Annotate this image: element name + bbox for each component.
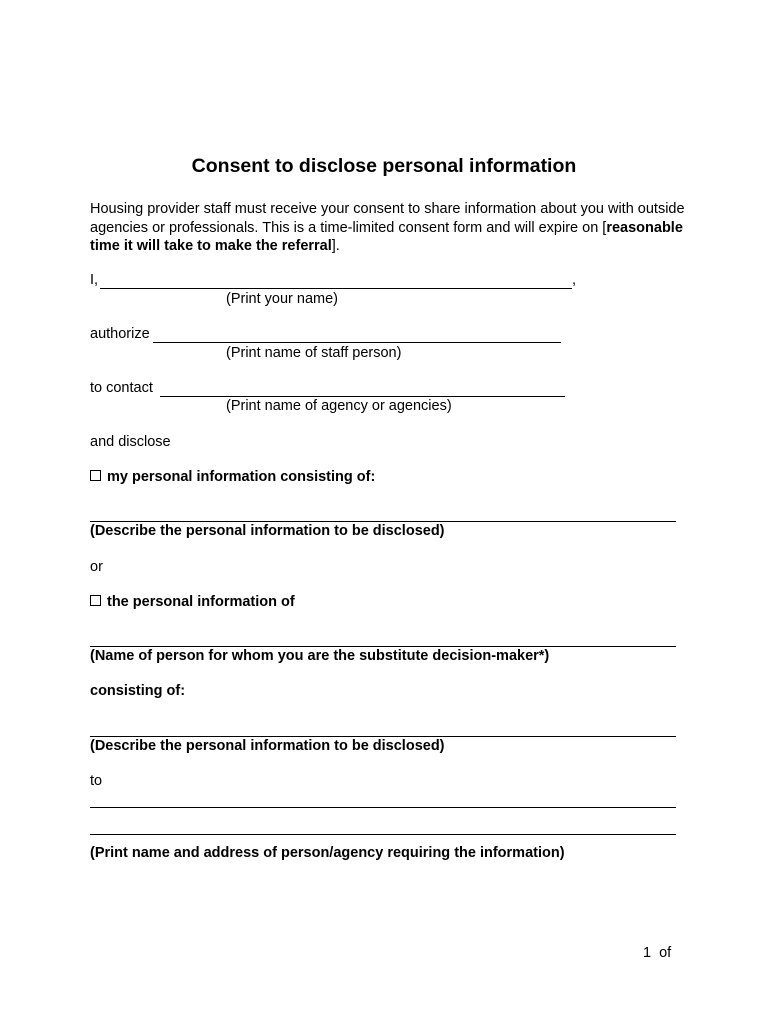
recipient-line-1[interactable]: [90, 807, 676, 808]
intro-bold-text: reasonable time it will take to make the referral: [90, 219, 683, 254]
checkbox-own-info[interactable]: [90, 470, 101, 481]
substitute-line[interactable]: [90, 646, 676, 647]
authorize-label: authorize: [90, 326, 150, 342]
describe-line-2[interactable]: [90, 736, 676, 737]
describe-caption-1: (Describe the personal information to be disclosed): [90, 523, 445, 539]
option-own-label: my personal information consisting of:: [107, 469, 376, 485]
i-comma: ,: [572, 272, 577, 288]
to-label: to: [90, 773, 103, 789]
page-title: Consent to disclose personal information: [191, 155, 577, 177]
intro-end: ].: [331, 238, 340, 254]
page-number: 1 of: [643, 945, 672, 961]
contact-label: to contact: [90, 380, 153, 396]
consisting-of-label: consisting of:: [90, 683, 186, 699]
recipient-line-2[interactable]: [90, 834, 676, 835]
and-disclose-label: and disclose: [90, 434, 171, 450]
option-other-info[interactable]: [90, 594, 295, 610]
checkbox-other-info[interactable]: [90, 595, 101, 606]
staff-line[interactable]: [153, 342, 561, 343]
intro-text: Housing provider staff must receive your consent to share information about you with outside agencies or professionals. This is a time-limited consent form and will expire on [: [90, 201, 685, 236]
or-label: or: [90, 559, 103, 575]
print-address-caption: (Print name and address of person/agency requiring the information): [90, 845, 565, 861]
option-own-info[interactable]: [90, 469, 375, 485]
name-line[interactable]: [100, 288, 572, 289]
describe-caption-2: (Describe the personal information to be disclosed): [90, 738, 445, 754]
describe-line-1[interactable]: [90, 521, 676, 522]
print-agency-caption: (Print name of agency or agencies): [226, 398, 452, 414]
intro-paragraph: [90, 200, 690, 256]
print-staff-caption: (Print name of staff person): [226, 345, 402, 361]
option-other-label: the personal information of: [107, 594, 295, 610]
print-name-caption: (Print your name): [226, 291, 339, 307]
substitute-caption: (Name of person for whom you are the substitute decision-maker*): [90, 648, 550, 664]
i-label: I,: [90, 272, 99, 288]
agency-line[interactable]: [160, 396, 565, 397]
